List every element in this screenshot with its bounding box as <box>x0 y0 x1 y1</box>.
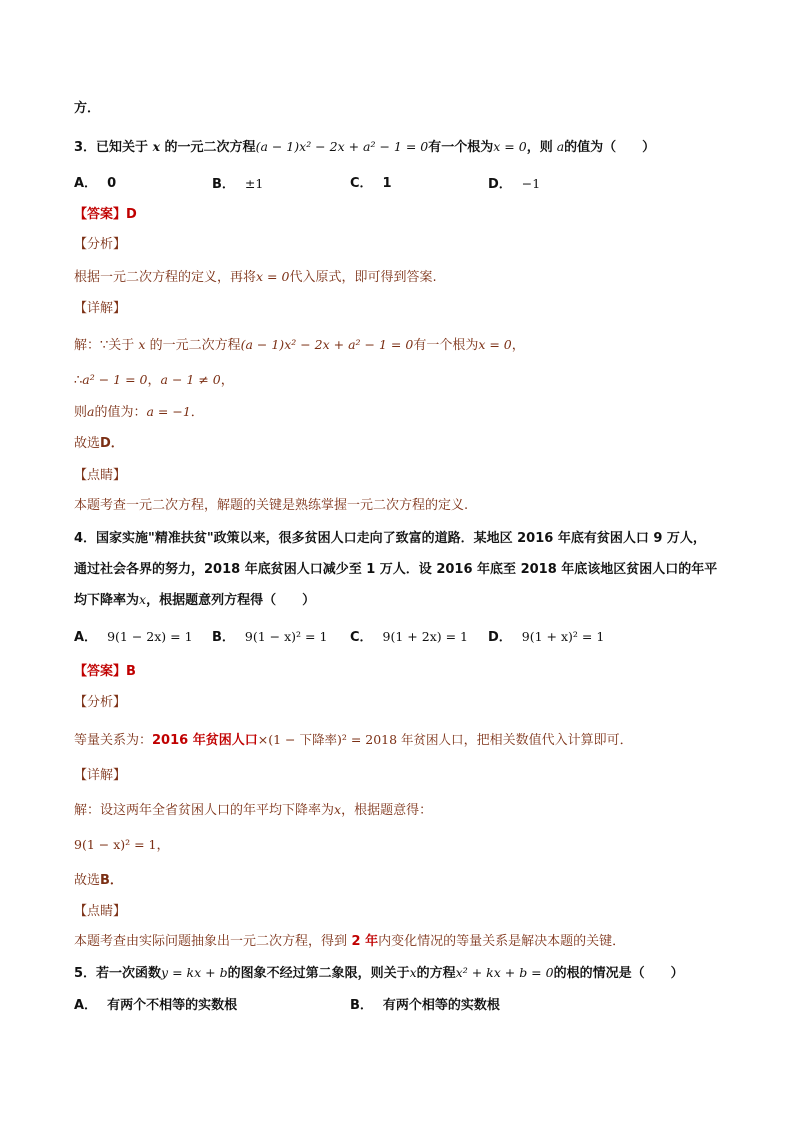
q4-option-b: B． 9(1 − x)² = 1 <box>212 629 328 645</box>
q3-option-b: B． ±1 <box>212 176 264 192</box>
question-3-stem: 3．已知关于 x 的一元二次方程(a − 1)x² − 2x + a² − 1 = 0有一个根为x = 0，则 a的值为（ ） <box>74 139 656 155</box>
q4-answer: 【答案】B <box>74 664 136 679</box>
q3-option-c: C． 1 <box>350 176 392 191</box>
question-4-stem-line-2: 通过社会各界的努力，2018 年底贫困人口减少至 1 万人．设 2016 年底至 2018 年底该地区贫困人口的年平 <box>74 562 718 577</box>
q3-detail-tag: 【详解】 <box>74 301 127 316</box>
q5-option-a: A． 有两个不相等的实数根 <box>74 998 238 1013</box>
q4-analysis-tag: 【分析】 <box>74 695 127 710</box>
q4-detail-line-1: 解：设这两年全省贫困人口的年平均下降率为x，根据题意得： <box>74 802 433 818</box>
q3-answer: 【答案】D <box>74 207 137 222</box>
q3-option-a: A． 0 <box>74 176 117 191</box>
q4-detail-tag: 【详解】 <box>74 768 127 783</box>
q3-detail-line-1: 解：∵关于 x 的一元二次方程(a − 1)x² − 2x + a² − 1 = 0有一个根为x = 0， <box>74 337 525 353</box>
q4-option-d: D． 9(1 + x)² = 1 <box>488 629 605 645</box>
q4-choose: 故选B． <box>74 873 123 888</box>
q4-analysis: 等量关系为：2016 年贫困人口×(1 − 下降率)² = 2018 年贫困人口，把相关数值代入计算即可． <box>74 732 633 748</box>
q4-comment: 本题考查由实际问题抽象出一元二次方程，得到 2 年内变化情况的等量关系是解决本题的关键． <box>74 934 626 949</box>
q3-comment-tag: 【点睛】 <box>74 468 127 483</box>
q3-detail-line-3: 则a的值为：a = −1． <box>74 404 204 420</box>
q3-comment: 本题考查一元二次方程，解题的关键是熟练掌握一元二次方程的定义. <box>74 498 469 513</box>
q4-detail-line-2: 9(1 − x)² = 1， <box>74 837 170 853</box>
q4-option-c: C． 9(1 + 2x) = 1 <box>350 629 469 645</box>
q3-analysis-tag: 【分析】 <box>74 237 127 252</box>
question-4-stem-line-1: 4．国家实施"精准扶贫"政策以来，很多贫困人口走向了致富的道路．某地区 2016 年底有贫困人口 9 万人， <box>74 531 706 546</box>
q3-option-d: D． −1 <box>488 176 541 192</box>
q3-choose: 故选D． <box>74 436 124 451</box>
q4-option-a: A． 9(1 − 2x) = 1 <box>74 629 193 645</box>
q3-analysis: 根据一元二次方程的定义，再将x = 0代入原式，即可得到答案. <box>74 269 437 285</box>
q3-detail-line-2: ∴a² − 1 = 0，a − 1 ≠ 0， <box>74 372 234 388</box>
question-4-stem-line-3: 均下降率为x，根据题意列方程得（ ） <box>74 592 316 608</box>
question-5-stem: 5．若一次函数y = kx + b的图象不经过第二象限，则关于x的方程x² + kx + b = 0的根的情况是（ ） <box>74 965 684 981</box>
q5-option-b: B． 有两个相等的实数根 <box>350 998 500 1013</box>
q4-comment-tag: 【点睛】 <box>74 904 127 919</box>
prev-question-tail: 方． <box>74 101 101 116</box>
